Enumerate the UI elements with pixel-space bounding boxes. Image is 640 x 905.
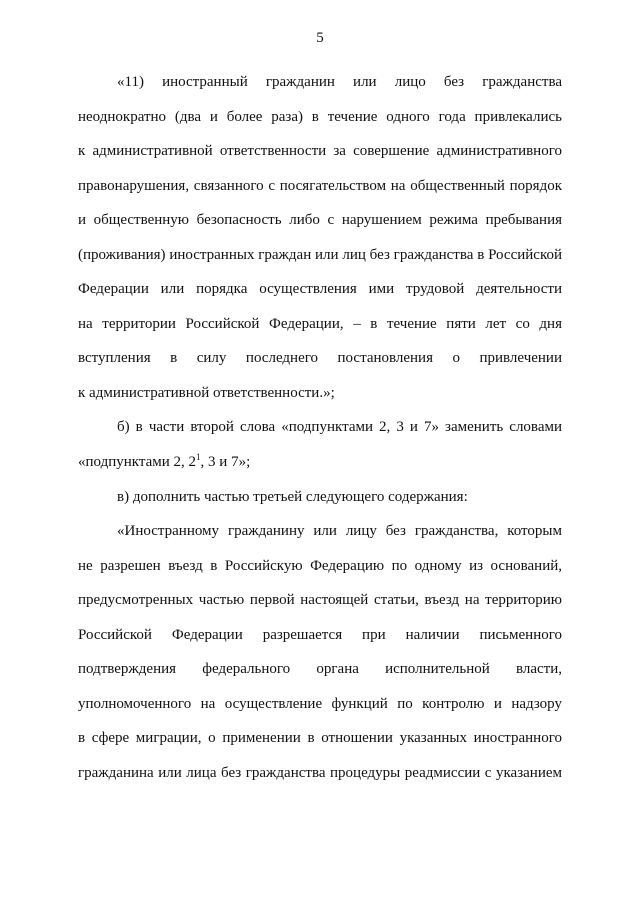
text-line: (проживания) иностранных граждан или лиц без гражданства в Российской [78,246,562,263]
text-line: уполномоченного на осуществление функций по контролю и надзору [78,695,562,712]
text-line: Российской Федерации разрешается при наличии письменного [78,626,562,643]
text-line: предусмотренных частью первой настоящей статьи, въезд на территорию [78,592,562,609]
superscript: 1 [196,452,201,463]
text-line: Федерации или порядка осуществления ими трудовой деятельности [78,281,562,298]
text-line: правонарушения, связанного с посягательством на общественный порядок [78,177,562,194]
text-line-with-superscript [78,445,562,480]
text-line: не разрешен въезд в Российскую Федерацию по одному из оснований, [78,557,562,574]
text-line: вступления в силу последнего постановления о привлечении [78,350,562,367]
text-line: подтверждения федерального органа исполнительной власти, [78,661,562,678]
text-line: на территории Российской Федерации, – в течение пяти лет со дня [78,315,562,332]
text-line: б) в части второй слова «подпунктами 2, 3 и 7» заменить словами [117,419,562,436]
text-line: «11) иностранный гражданин или лицо без гражданства [117,74,562,90]
text-fragment: , 3 и 7»; [200,454,251,471]
text-line: и общественную безопасность либо с нарушением режима пребывания [78,212,562,229]
paragraph-quote [78,514,562,790]
text-line: в сфере миграции, о применении в отношении указанных иностранного [78,730,562,747]
text-line: гражданина или лица без гражданства процедуры реадмиссии с указанием [78,764,562,781]
paragraph-item-11 [78,65,562,410]
text-line: в) дополнить частью третьей следующего содержания: [117,488,468,505]
document-body [78,65,562,790]
text-line: неоднократно (два и более раза) в течение одного года привлекались [78,108,562,125]
text-line: к административной ответственности.»; [78,384,335,401]
text-line: к административной ответственности за совершение административного [78,143,562,160]
text-fragment: «подпунктами 2, 2 [78,454,197,471]
page-number: 5 [316,30,324,46]
paragraph-item-v [78,480,562,515]
paragraph-item-b [78,410,562,479]
text-line: «Иностранному гражданину или лицу без гражданства, которым [117,523,562,540]
